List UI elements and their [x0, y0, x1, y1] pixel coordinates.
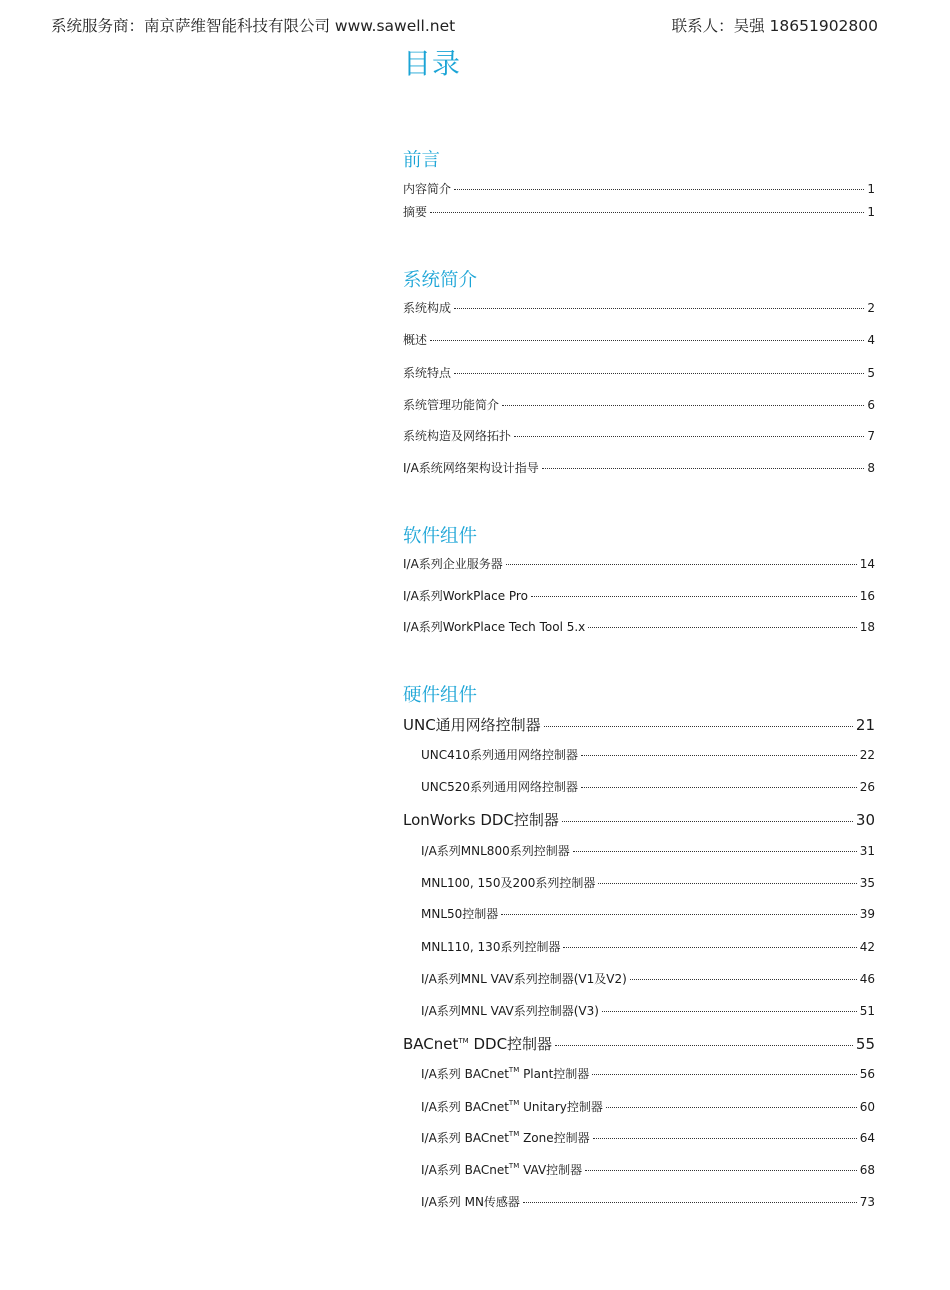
toc-entry-page: 31	[859, 844, 875, 858]
toc-entry-page: 51	[859, 1004, 875, 1018]
dot-leader	[562, 821, 853, 822]
dot-leader	[454, 189, 864, 190]
toc-entry-page: 8	[867, 461, 875, 475]
toc-entry-page: 56	[859, 1067, 875, 1081]
toc-entry-title: I/A系列MNL VAV系列控制器(V3)	[421, 1004, 599, 1018]
toc-entry-title: I/A系列MNL VAV系列控制器(V1及V2)	[421, 972, 627, 986]
toc-group-page: 21	[855, 716, 875, 734]
toc-entry-page: 73	[859, 1195, 875, 1209]
toc-entry-title: I/A系列WorkPlace Pro	[403, 589, 528, 603]
toc-entry[interactable]	[403, 555, 875, 572]
toc-entry-title: 系统构成	[403, 301, 452, 315]
toc-entry-page: 6	[867, 398, 875, 412]
dot-leader	[454, 308, 864, 309]
toc-entry-page: 14	[859, 557, 875, 571]
toc-entry-page: 1	[867, 205, 875, 219]
toc-group-title: LonWorks DDC控制器	[403, 811, 559, 829]
toc-entry-title: 内容简介	[403, 182, 452, 196]
toc-subentry[interactable]	[421, 778, 875, 795]
toc-entry[interactable]	[403, 427, 875, 444]
toc-entry-page: 7	[867, 429, 875, 443]
toc-entry[interactable]	[403, 180, 875, 197]
toc-entry[interactable]	[403, 299, 875, 316]
dot-leader	[585, 1170, 857, 1171]
toc-entry-title: UNC410系列通用网络控制器	[421, 748, 579, 762]
toc-entry-title: I/A系列 BACnet™ Unitary控制器	[421, 1099, 603, 1114]
toc-entry-title: I/A系统网络架构设计指导	[403, 461, 539, 475]
trademark-mark: TM	[508, 1162, 520, 1170]
toc-group[interactable]	[403, 809, 875, 830]
toc-entry-page: 60	[859, 1100, 875, 1114]
dot-leader	[602, 1011, 857, 1012]
toc-subentry[interactable]	[421, 1193, 875, 1210]
dot-leader	[542, 468, 865, 469]
dot-leader	[523, 1202, 857, 1203]
toc-subentry[interactable]	[421, 905, 875, 922]
dot-leader	[581, 755, 857, 756]
toc-entry-page: 1	[867, 182, 875, 196]
dot-leader	[630, 979, 857, 980]
toc-group-page: 30	[855, 811, 875, 829]
toc-entry-title: I/A系列 BACnet™ VAV控制器	[421, 1162, 583, 1177]
toc-subentry[interactable]	[421, 1098, 875, 1115]
toc-group-page: 55	[855, 1035, 875, 1053]
toc-entry-title: 系统构造及网络拓扑	[403, 429, 512, 443]
toc-entry-page: 16	[859, 589, 875, 603]
toc-entry-page: 68	[859, 1163, 875, 1177]
toc-entry-title: I/A系列WorkPlace Tech Tool 5.x	[403, 620, 586, 634]
toc-entry-title: I/A系列企业服务器	[403, 557, 503, 571]
toc-entry-title: UNC520系列通用网络控制器	[421, 780, 579, 794]
dot-leader	[563, 947, 856, 948]
toc-group[interactable]	[403, 714, 875, 735]
toc-group-title: UNC通用网络控制器	[403, 716, 541, 734]
toc-title: 目录	[403, 47, 462, 80]
toc-group[interactable]	[403, 1033, 875, 1054]
toc-entry-title: MNL50控制器	[421, 907, 499, 921]
section-heading-system-intro: 系统简介	[403, 270, 478, 291]
toc-entry-page: 35	[859, 876, 875, 890]
section-heading-hardware: 硬件组件	[403, 685, 478, 706]
toc-entry-page: 18	[859, 620, 875, 634]
toc-entry-title: I/A系列MNL800系列控制器	[421, 844, 570, 858]
dot-leader	[581, 787, 857, 788]
toc-entry-title: 系统特点	[403, 366, 452, 380]
dot-leader	[506, 564, 857, 565]
toc-subentry[interactable]	[421, 746, 875, 763]
toc-entry-page: 64	[859, 1131, 875, 1145]
trademark-mark: TM	[508, 1099, 520, 1107]
toc-entry-title: 摘要	[403, 205, 428, 219]
toc-entry[interactable]	[403, 459, 875, 476]
toc-entry-title: 系统管理功能简介	[403, 398, 500, 412]
dot-leader	[598, 883, 856, 884]
toc-entry-title: I/A系列 BACnet™ Zone控制器	[421, 1130, 590, 1145]
section-heading-software: 软件组件	[403, 526, 478, 547]
dot-leader	[454, 373, 864, 374]
trademark-mark: TM	[458, 1037, 469, 1045]
toc-entry-title: I/A系列 MN传感器	[421, 1195, 520, 1209]
toc-entry[interactable]	[403, 396, 875, 413]
toc-entry-title: I/A系列 BACnet™ Plant控制器	[421, 1066, 590, 1081]
toc-entry-page: 2	[867, 301, 875, 315]
dot-leader	[430, 212, 864, 213]
toc-subentry[interactable]	[421, 970, 875, 987]
toc-entry-page: 26	[859, 780, 875, 794]
toc-subentry[interactable]	[421, 1065, 875, 1082]
dot-leader	[593, 1138, 857, 1139]
dot-leader	[501, 914, 856, 915]
toc-subentry[interactable]	[421, 874, 875, 891]
dot-leader	[514, 436, 864, 437]
trademark-mark: TM	[508, 1130, 520, 1138]
toc-entry[interactable]	[403, 618, 875, 635]
toc-entry[interactable]	[403, 203, 875, 220]
dot-leader	[502, 405, 864, 406]
toc-subentry[interactable]	[421, 938, 875, 955]
toc-subentry[interactable]	[421, 1129, 875, 1146]
section-heading-preface: 前言	[403, 150, 441, 171]
dot-leader	[430, 340, 864, 341]
dot-leader	[592, 1074, 856, 1075]
dot-leader	[555, 1045, 853, 1046]
toc-subentry[interactable]	[421, 1161, 875, 1178]
toc-entry[interactable]	[403, 331, 875, 348]
toc-entry-page: 42	[859, 940, 875, 954]
toc-subentry[interactable]	[421, 1002, 875, 1019]
toc-entry-page: 39	[859, 907, 875, 921]
header-contact: 联系人：吴强 18651902800	[671, 17, 878, 35]
toc-entry[interactable]	[403, 364, 875, 381]
toc-entry-page: 5	[867, 366, 875, 380]
dot-leader	[531, 596, 857, 597]
toc-subentry[interactable]	[421, 842, 875, 859]
toc-entry-title: 概述	[403, 333, 428, 347]
toc-group-title: BACnet™ DDC控制器	[403, 1035, 553, 1053]
toc-entry-page: 22	[859, 748, 875, 762]
dot-leader	[588, 627, 856, 628]
toc-entry-title: MNL100, 150及200系列控制器	[421, 876, 596, 890]
dot-leader	[544, 726, 853, 727]
trademark-mark: TM	[508, 1066, 520, 1074]
toc-entry-page: 46	[859, 972, 875, 986]
header-company: 系统服务商：南京萨维智能科技有限公司 www.sawell.net	[51, 17, 456, 35]
toc-entry-title: MNL110, 130系列控制器	[421, 940, 561, 954]
toc-entry-page: 4	[867, 333, 875, 347]
toc-entry[interactable]	[403, 587, 875, 604]
dot-leader	[606, 1107, 857, 1108]
dot-leader	[573, 851, 857, 852]
